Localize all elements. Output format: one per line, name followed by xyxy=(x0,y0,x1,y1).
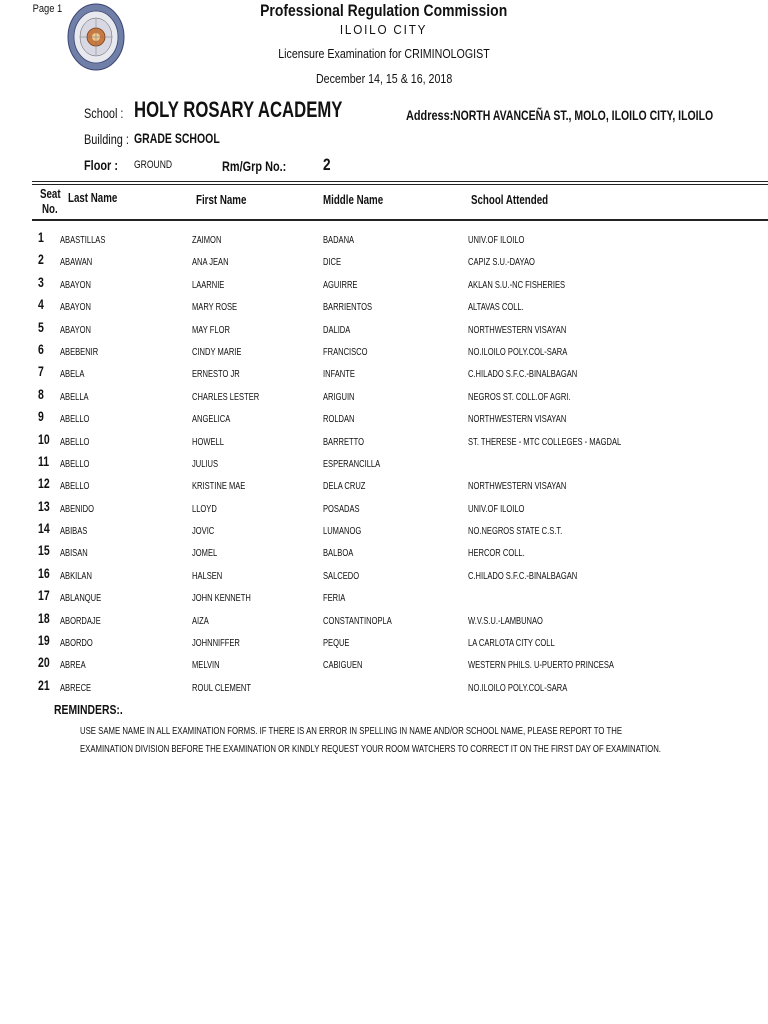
first-name: JULIUS xyxy=(192,457,219,470)
school-attended: NO.ILOILO POLY.COL-SARA xyxy=(468,345,568,358)
first-name: HALSEN xyxy=(192,569,223,582)
seat-number: 17 xyxy=(38,587,50,604)
table-row xyxy=(0,318,768,340)
school-attended: AKLAN S.U.-NC FISHERIES xyxy=(468,278,566,291)
first-name: MARY ROSE xyxy=(192,301,238,314)
table-row xyxy=(0,631,768,653)
column-header-last-name: Last Name xyxy=(68,190,118,205)
seat-number: 9 xyxy=(38,408,44,425)
school-attended: UNIV.OF ILOILO xyxy=(468,502,525,515)
first-name: ERNESTO JR xyxy=(192,368,240,381)
last-name: ABAWAN xyxy=(60,256,93,269)
first-name: ANA JEAN xyxy=(192,256,229,269)
middle-name: AGUIRRE xyxy=(323,278,358,291)
seat-number: 8 xyxy=(38,385,44,402)
middle-name: DELA CRUZ xyxy=(323,480,366,493)
last-name: ABENIDO xyxy=(60,502,95,515)
middle-name: CABIGUEN xyxy=(323,659,363,672)
last-name: ABISAN xyxy=(60,547,88,560)
seat-number: 12 xyxy=(38,475,50,492)
room-label: Rm/Grp No.: xyxy=(222,158,287,174)
last-name: ABORDO xyxy=(60,637,93,650)
middle-name: BARRIENTOS xyxy=(323,301,373,314)
table-row xyxy=(0,609,768,631)
seat-number: 10 xyxy=(38,430,50,447)
table-row xyxy=(0,519,768,541)
header-rule xyxy=(32,181,768,182)
seat-number: 11 xyxy=(38,452,50,469)
middle-name: ROLDAN xyxy=(323,413,355,426)
table-row xyxy=(0,430,768,452)
school-label: School : xyxy=(84,105,124,121)
school-attended: HERCOR COLL. xyxy=(468,547,525,560)
first-name: CHARLES LESTER xyxy=(192,390,260,403)
last-name: ABAYON xyxy=(60,301,91,314)
table-row xyxy=(0,564,768,586)
table-row xyxy=(0,497,768,519)
school-attended: NORTHWESTERN VISAYAN xyxy=(468,323,567,336)
seat-number: 5 xyxy=(38,318,44,335)
seat-number: 7 xyxy=(38,363,44,380)
seat-number: 3 xyxy=(38,273,44,290)
school-attended: NO.NEGROS STATE C.S.T. xyxy=(468,525,563,538)
examinee-list xyxy=(0,228,768,698)
first-name: JOHNNIFFER xyxy=(192,637,240,650)
address-value: NORTH AVANCEÑA ST., MOLO, ILOILO CITY, ILOILO xyxy=(453,107,714,123)
last-name: ABORDAJE xyxy=(60,614,101,627)
school-attended: UNIV.OF ILOILO xyxy=(468,234,525,246)
last-name: ABLANQUE xyxy=(60,592,102,605)
middle-name: SALCEDO xyxy=(323,569,360,582)
seat-number: 4 xyxy=(38,296,44,313)
middle-name: ESPERANCILLA xyxy=(323,457,381,470)
table-row xyxy=(0,586,768,608)
table-row xyxy=(0,676,768,698)
seat-number: 2 xyxy=(38,251,44,268)
first-name: KRISTINE MAE xyxy=(192,480,246,493)
seat-number: 6 xyxy=(38,340,44,357)
building-label: Building : xyxy=(84,131,129,147)
seat-number: 14 xyxy=(38,520,50,537)
middle-name: BADANA xyxy=(323,234,355,246)
last-name: ABELLO xyxy=(60,413,90,426)
middle-name: DICE xyxy=(323,256,342,269)
seat-number: 19 xyxy=(38,632,50,649)
last-name: ABRECE xyxy=(60,681,92,694)
column-header-first-name: First Name xyxy=(196,192,247,207)
first-name: LAARNIE xyxy=(192,278,225,291)
middle-name: BARRETTO xyxy=(323,435,365,448)
building-value: GRADE SCHOOL xyxy=(134,130,220,146)
table-row xyxy=(0,541,768,563)
seat-number: 13 xyxy=(38,497,50,514)
middle-name: INFANTE xyxy=(323,368,355,381)
middle-name: DALIDA xyxy=(323,323,351,336)
seat-number: 20 xyxy=(38,654,50,671)
last-name: ABEBENIR xyxy=(60,345,99,358)
header-rule xyxy=(32,219,768,221)
school-attended: CAPIZ S.U.-DAYAO xyxy=(468,256,535,269)
reminders-title: REMINDERS:. xyxy=(54,702,123,717)
table-row xyxy=(0,250,768,272)
last-name: ABKILAN xyxy=(60,569,92,582)
middle-name: LUMANOG xyxy=(323,525,362,538)
first-name: JOVIC xyxy=(192,525,215,538)
last-name: ABAYON xyxy=(60,323,91,336)
last-name: ABELLO xyxy=(60,457,90,470)
middle-name: FERIA xyxy=(323,592,346,605)
last-name: ABELLA xyxy=(60,390,89,403)
last-name: ABREA xyxy=(60,659,86,672)
last-name: ABELLO xyxy=(60,435,90,448)
address-label: Address: xyxy=(406,107,454,123)
first-name: AIZA xyxy=(192,614,209,627)
first-name: HOWELL xyxy=(192,435,224,448)
seat-number: 18 xyxy=(38,609,50,626)
school-attended: NO.ILOILO POLY.COL-SARA xyxy=(468,681,568,694)
column-header-seat: Seat xyxy=(40,186,61,201)
middle-name: POSADAS xyxy=(323,502,360,515)
middle-name: PEQUE xyxy=(323,637,350,650)
exam-title: Licensure Examination for CRIMINOLOGIST xyxy=(278,46,490,61)
last-name: ABIBAS xyxy=(60,525,88,538)
school-attended: LA CARLOTA CITY COLL xyxy=(468,637,555,650)
floor-value: GROUND xyxy=(134,159,173,171)
table-row xyxy=(0,273,768,295)
middle-name: CONSTANTINOPLA xyxy=(323,614,392,627)
table-row xyxy=(0,385,768,407)
first-name: ANGELICA xyxy=(192,413,231,426)
header-rule xyxy=(32,184,768,185)
first-name: ROUL CLEMENT xyxy=(192,681,251,694)
seat-number: 21 xyxy=(38,676,50,693)
organization-title: Professional Regulation Commission xyxy=(260,1,508,20)
last-name: ABAYON xyxy=(60,278,91,291)
first-name: LLOYD xyxy=(192,502,217,515)
school-attended: WESTERN PHILS. U-PUERTO PRINCESA xyxy=(468,659,614,672)
first-name: MAY FLOR xyxy=(192,323,230,336)
floor-label: Floor : xyxy=(84,157,118,173)
reminder-line: USE SAME NAME IN ALL EXAMINATION FORMS. IF THERE IS AN ERROR IN SPELLING IN NAME AND/OR SCHOOL NAME, PLEASE REPORT TO THE xyxy=(80,725,623,737)
first-name: JOMEL xyxy=(192,547,218,560)
seat-number: 16 xyxy=(38,564,50,581)
first-name: MELVIN xyxy=(192,659,220,672)
table-row xyxy=(0,228,768,250)
table-row xyxy=(0,295,768,317)
first-name: ZAIMON xyxy=(192,234,222,246)
reminder-line: EXAMINATION DIVISION BEFORE THE EXAMINATION OR KINDLY REQUEST YOUR ROOM WATCHERS TO CORRECT IT ON THE FIRST DAY OF EXAMINATION. xyxy=(80,743,661,755)
table-row xyxy=(0,653,768,675)
school-attended: ALTAVAS COLL. xyxy=(468,301,524,314)
school-attended: NEGROS ST. COLL.OF AGRI. xyxy=(468,390,571,403)
column-header-seat-no: No. xyxy=(42,201,58,216)
first-name: JOHN KENNETH xyxy=(192,592,251,605)
school-attended: C.HILADO S.F.C.-BINALBAGAN xyxy=(468,368,578,381)
school-attended: ST. THERESE - MTC COLLEGES - MAGDAL xyxy=(468,435,622,448)
school-name: HOLY ROSARY ACADEMY xyxy=(134,97,343,122)
column-header-middle-name: Middle Name xyxy=(323,192,384,207)
first-name: CINDY MARIE xyxy=(192,345,242,358)
table-row xyxy=(0,340,768,362)
middle-name: BALBOA xyxy=(323,547,354,560)
room-value: 2 xyxy=(323,155,331,174)
middle-name: ARIGUIN xyxy=(323,390,355,403)
last-name: ABELA xyxy=(60,368,85,381)
seat-number: 1 xyxy=(38,229,44,245)
school-attended: NORTHWESTERN VISAYAN xyxy=(468,480,567,493)
last-name: ABASTILLAS xyxy=(60,234,106,246)
last-name: ABELLO xyxy=(60,480,90,493)
exam-dates: December 14, 15 & 16, 2018 xyxy=(315,71,453,86)
middle-name: FRANCISCO xyxy=(323,345,368,358)
table-row xyxy=(0,362,768,384)
page-number: Page 1 xyxy=(32,3,63,15)
school-attended: C.HILADO S.F.C.-BINALBAGAN xyxy=(468,569,578,582)
column-header-school-attended: School Attended xyxy=(471,192,549,207)
school-attended: NORTHWESTERN VISAYAN xyxy=(468,413,567,426)
table-row xyxy=(0,474,768,496)
table-row xyxy=(0,407,768,429)
school-attended: W.V.S.U.-LAMBUNAO xyxy=(468,614,543,627)
city-title: ILOILO CITY xyxy=(340,22,428,37)
table-row xyxy=(0,452,768,474)
seat-number: 15 xyxy=(38,542,50,559)
